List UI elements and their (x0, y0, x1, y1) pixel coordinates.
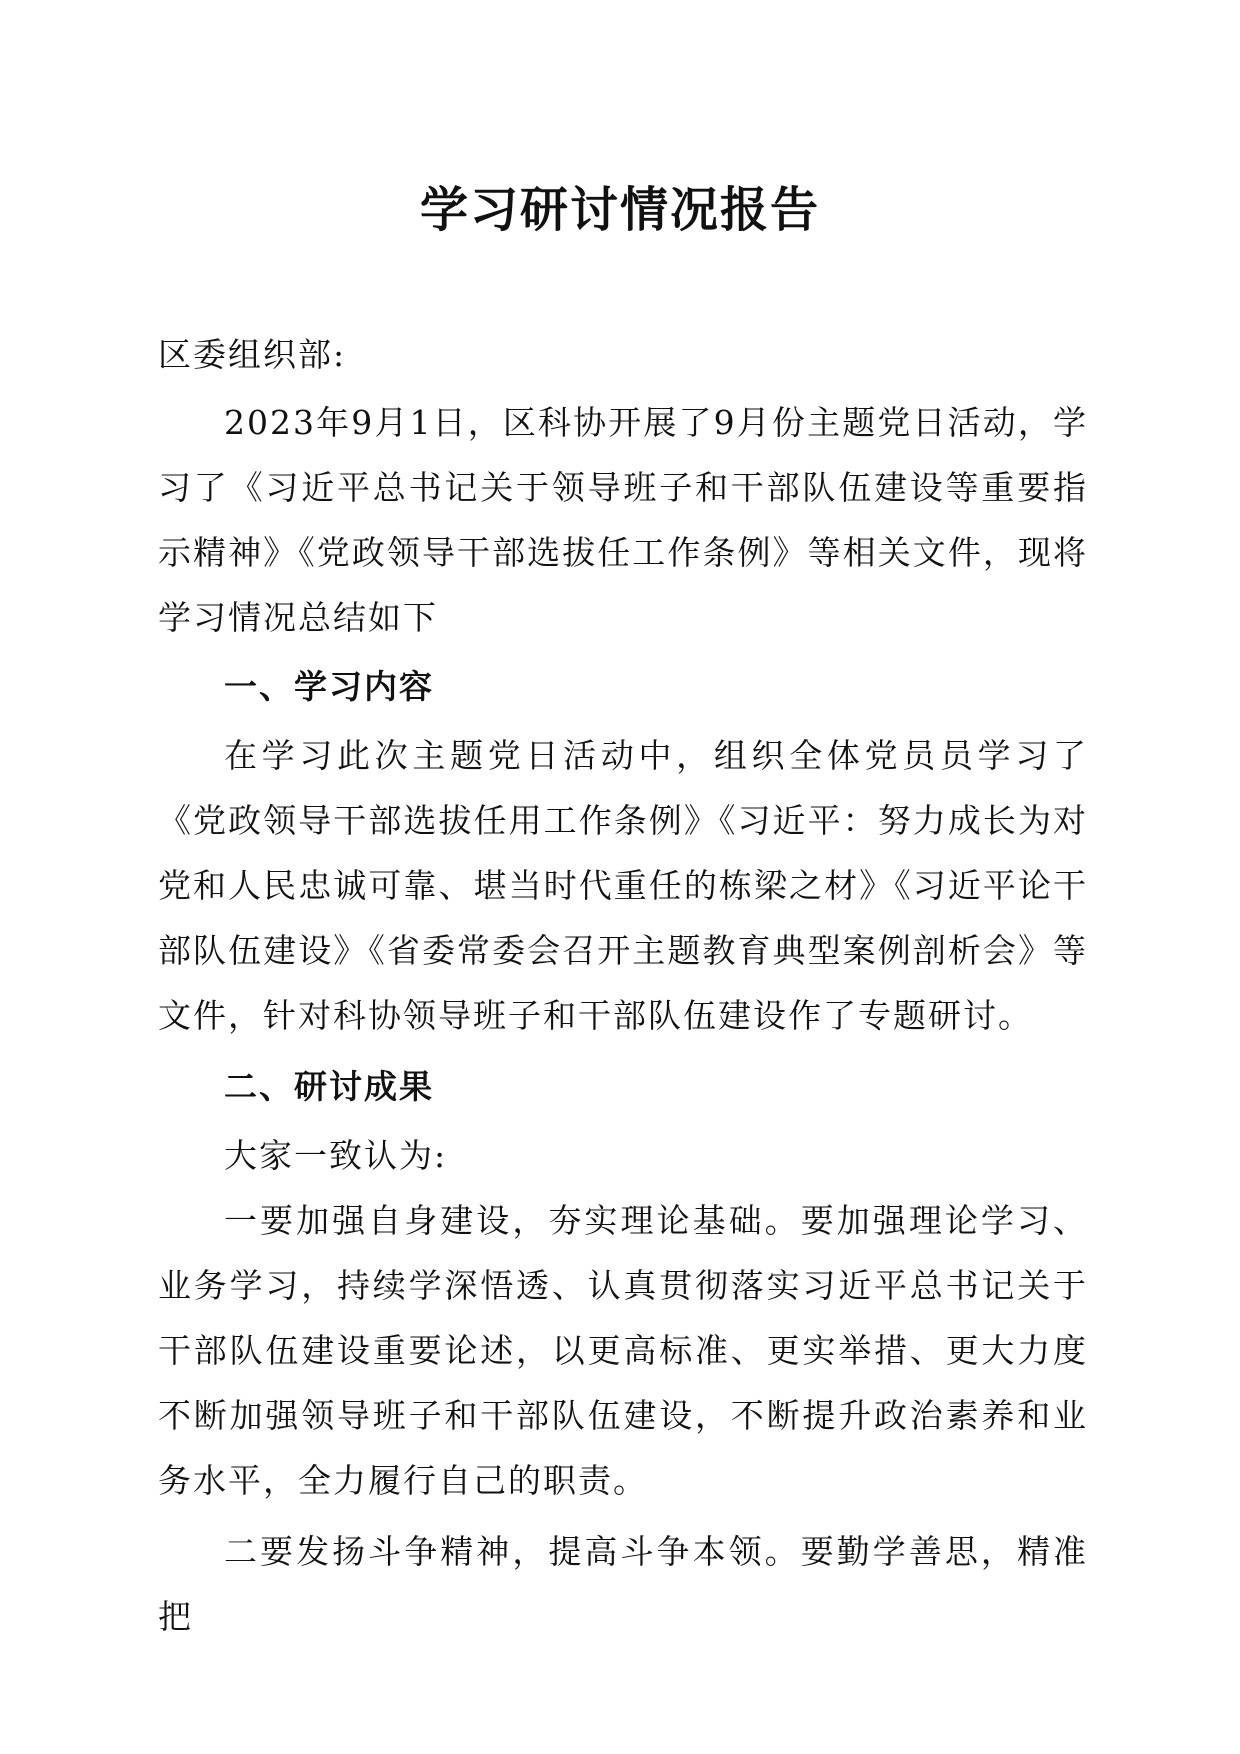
section-heading-study-content: 一、学习内容 (224, 667, 434, 706)
results-lead: 大家一致认为: (224, 1136, 448, 1175)
intro-paragraph: 2023年9月1日，区科协开展了9月份主题党日活动，学习了《习近平总书记关于领导班子和干部队伍建设等重要指示精神》《党政领导干部选拔任工作条例》等相关文件，现将学习情况总结如下 (158, 403, 1088, 637)
study-content-paragraph: 在学习此次主题党日活动中，组织全体党员员学习了《党政领导干部选拔任用工作条例》《习近平：努力成长为对党和人民忠诚可靠、堪当时代重任的栋梁之材》《习近平论干部队伍建设》《省委常委会召开主题教育典型案例剖析会》等文件，针对科协领导班子和干部队伍建设作了专题研讨。 (158, 736, 1088, 1035)
results-point-1: 一要加强自身建设，夯实理论基础。要加强理论学习、业务学习，持续学深悟透、认真贯彻落实习近平总书记关于干部队伍建设重要论述，以更高标准、更实举措、更大力度不断加强领导班子和干部队伍建设，不断提升政治素养和业务水平，全力履行自己的职责。 (158, 1201, 1088, 1500)
document-title: 学习研讨情况报告 (419, 182, 820, 238)
section-heading-results: 二、研讨成果 (224, 1067, 434, 1106)
results-point-2: 二要发扬斗争精神，提高斗争本领。要勤学善思，精准把 (158, 1532, 1088, 1636)
document-body (158, 322, 1088, 1649)
salutation: 区委组织部: (158, 335, 347, 374)
